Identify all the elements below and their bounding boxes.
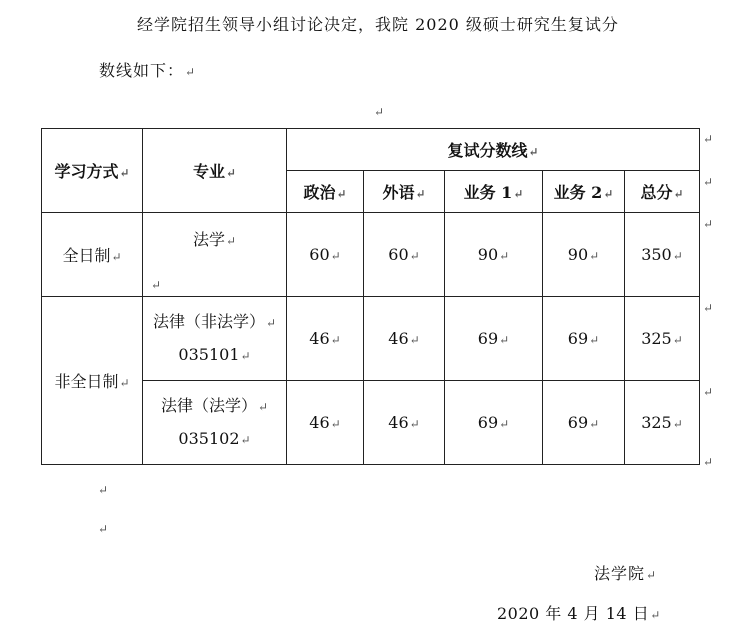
cell-study-mode: 非全日制↵	[42, 297, 143, 465]
cell-subject-2: 90↵	[543, 213, 625, 297]
header-subject-1: 业务 1↵	[445, 171, 543, 213]
paragraph-mark-icon: ↵	[703, 132, 714, 146]
header-subject-2: 业务 2↵	[543, 171, 625, 213]
cell-politics: 46↵	[287, 381, 364, 465]
paragraph-mark-icon: ↵	[703, 217, 714, 231]
paragraph-mark-icon: ↵	[151, 278, 162, 292]
header-politics: 政治↵	[287, 171, 364, 213]
header-study-mode: 学习方式↵	[42, 129, 143, 213]
paragraph-mark-icon: ↵	[703, 301, 714, 315]
intro-text-1: 经学院招生领导小组讨论决定，我院 2020 级硕士研究生复试分	[137, 15, 619, 34]
header-major: 专业↵	[143, 129, 287, 213]
cell-foreign-language: 60↵	[364, 213, 445, 297]
paragraph-mark-icon: ↵	[703, 455, 714, 469]
paragraph-mark-icon: ↵	[119, 166, 130, 180]
intro-line-2	[99, 58, 196, 81]
intro-line-1	[137, 12, 619, 35]
paragraph-mark-icon: ↵	[650, 608, 661, 622]
cell-major: 法律（法学）↵ 035102↵	[143, 381, 287, 465]
cell-major: 法律（非法学）↵ 035101↵	[143, 297, 287, 381]
paragraph-mark-icon: ↵	[98, 483, 109, 497]
cell-study-mode: 全日制↵	[42, 213, 143, 297]
cell-foreign-language: 46↵	[364, 297, 445, 381]
cell-subject-2: 69↵	[543, 381, 625, 465]
intro-text-2: 数线如下：	[99, 61, 185, 80]
paragraph-mark-icon: ↵	[528, 145, 539, 159]
footer-date-text: 2020 年 4 月 14 日	[497, 604, 650, 623]
paragraph-mark-icon: ↵	[98, 522, 109, 536]
cell-total: 325↵	[625, 381, 700, 465]
score-table	[41, 128, 700, 465]
table-row	[42, 213, 700, 297]
header-foreign-language: 外语↵	[364, 171, 445, 213]
footer-date	[497, 601, 661, 624]
cell-subject-1: 69↵	[445, 297, 543, 381]
cell-politics: 46↵	[287, 297, 364, 381]
footer-org-text: 法学院	[594, 564, 646, 583]
table-row	[42, 297, 700, 381]
paragraph-mark-icon: ↵	[646, 568, 658, 582]
cell-subject-2: 69↵	[543, 297, 625, 381]
cell-subject-1: 69↵	[445, 381, 543, 465]
paragraph-mark-icon: ↵	[703, 175, 714, 189]
header-total: 总分↵	[625, 171, 700, 213]
cell-total: 325↵	[625, 297, 700, 381]
cell-politics: 60↵	[287, 213, 364, 297]
footer-org	[594, 561, 657, 584]
paragraph-mark-icon: ↵	[703, 385, 714, 399]
paragraph-mark-icon: ↵	[374, 105, 385, 119]
cell-major: 法学↵ ↵	[143, 213, 287, 297]
cell-total: 350↵	[625, 213, 700, 297]
cell-foreign-language: 46↵	[364, 381, 445, 465]
cell-subject-1: 90↵	[445, 213, 543, 297]
paragraph-mark-icon: ↵	[225, 166, 237, 180]
header-retest-score-line: 复试分数线↵	[287, 129, 700, 171]
paragraph-mark-icon: ↵	[185, 65, 197, 79]
